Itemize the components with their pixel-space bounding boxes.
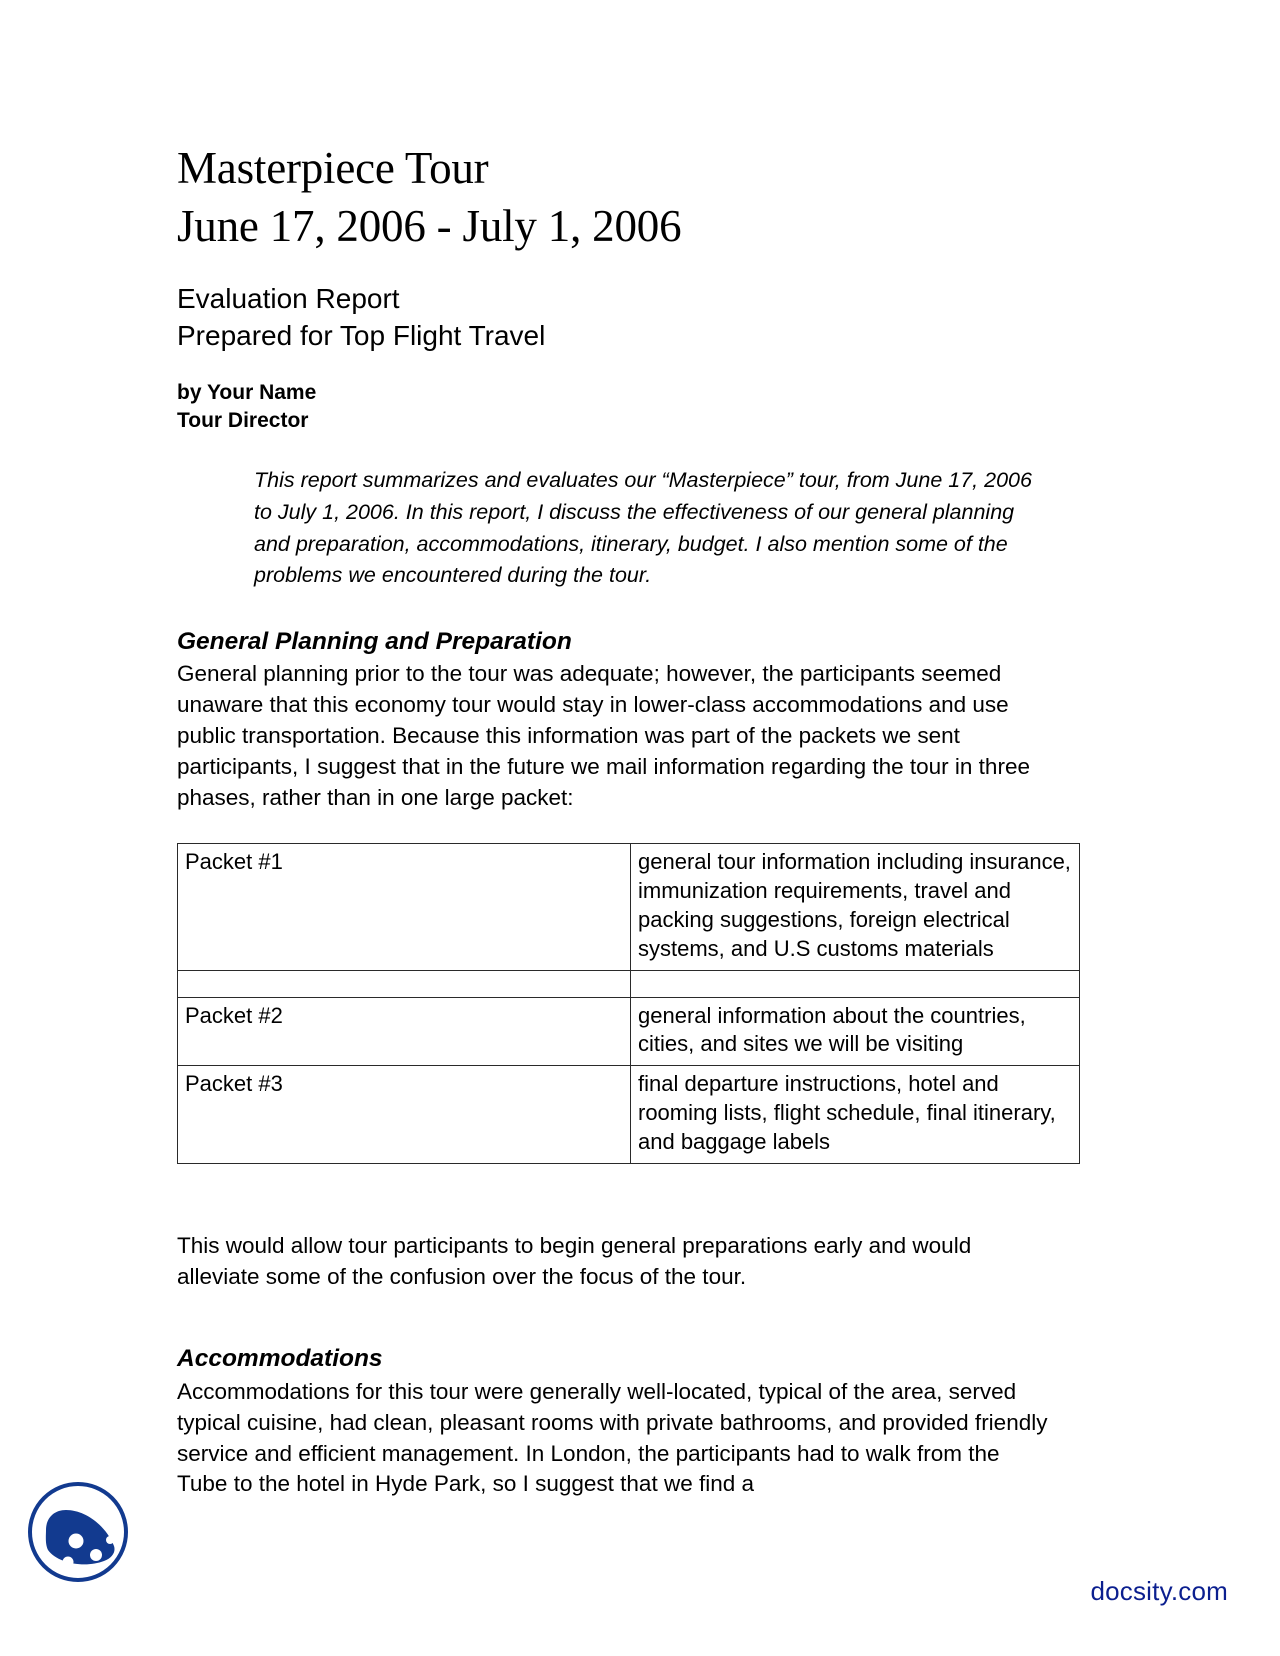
table-row	[178, 844, 1080, 970]
subtitle-line-1: Evaluation Report	[177, 283, 400, 315]
abstract-paragraph: This report summarizes and evaluates our “Masterpiece” tour, from June 17, 2006 to July 1, 2006. In this report, I discuss the effectiveness of our general planning and preparation, accommodations, itinerary, budget. I also mention some of the problems we encountered during the tour.	[254, 468, 1032, 588]
section-general-planning	[177, 627, 1049, 814]
byline-role: Tour Director	[177, 409, 309, 433]
subtitle-line-2: Prepared for Top Flight Travel	[177, 320, 546, 352]
document-subtitle	[177, 281, 1049, 355]
table-row	[178, 970, 1080, 997]
table-row	[178, 997, 1080, 1066]
title-line-2: June 17, 2006 - July 1, 2006	[177, 200, 682, 251]
section-body-general-planning: General planning prior to the tour was adequate; however, the participants seemed unaware that this economy tour would stay in lower-class accommodations and use public transportation. Because this information was part of the packets we sent participants, I suggest that in the future we mail information regarding the tour in three phases, rather than in one large packet:	[177, 661, 1030, 810]
title-line-1: Masterpiece Tour	[177, 143, 489, 193]
packet-label-3: Packet #3	[178, 1066, 631, 1163]
docsity-logo-icon	[24, 1478, 132, 1586]
packet-label-1: Packet #1	[178, 844, 631, 970]
brand-watermark: docsity.com	[1090, 1576, 1228, 1606]
packet-label-empty	[178, 970, 631, 997]
packet-table	[177, 843, 1080, 1163]
document-content	[177, 140, 1071, 1500]
page-title	[177, 140, 1049, 255]
byline-author: by Your Name	[177, 381, 317, 405]
section-heading-general-planning: General Planning and Preparation	[177, 627, 572, 655]
packet-description-2: general information about the countries, cities, and sites we will be visiting	[631, 997, 1080, 1066]
packet-description-empty	[631, 970, 1080, 997]
section-body-accommodations: Accommodations for this tour were generally well-located, typical of the area, served typical cuisine, had clean, pleasant rooms with private bathrooms, and provided friendly service and efficient management. In London, the participants had to walk from the Tube to the hotel in Hyde Park, so I suggest that we find a	[177, 1378, 1048, 1497]
section-accommodations	[177, 1344, 1049, 1500]
packet-label-2: Packet #2	[178, 997, 631, 1066]
section-heading-accommodations: Accommodations	[177, 1345, 383, 1373]
packet-description-3: final departure instructions, hotel and rooming lists, flight schedule, final itinerary, and baggage labels	[631, 1066, 1080, 1163]
author-byline	[177, 379, 1049, 435]
table-row	[178, 1066, 1080, 1163]
after-table-paragraph: This would allow tour participants to begin general preparations early and would alleviate some of the confusion over the focus of the tour.	[177, 1232, 972, 1289]
packet-description-1: general tour information including insurance, immunization requirements, travel and packing suggestions, foreign electrical systems, and U.S customs materials	[631, 844, 1080, 970]
